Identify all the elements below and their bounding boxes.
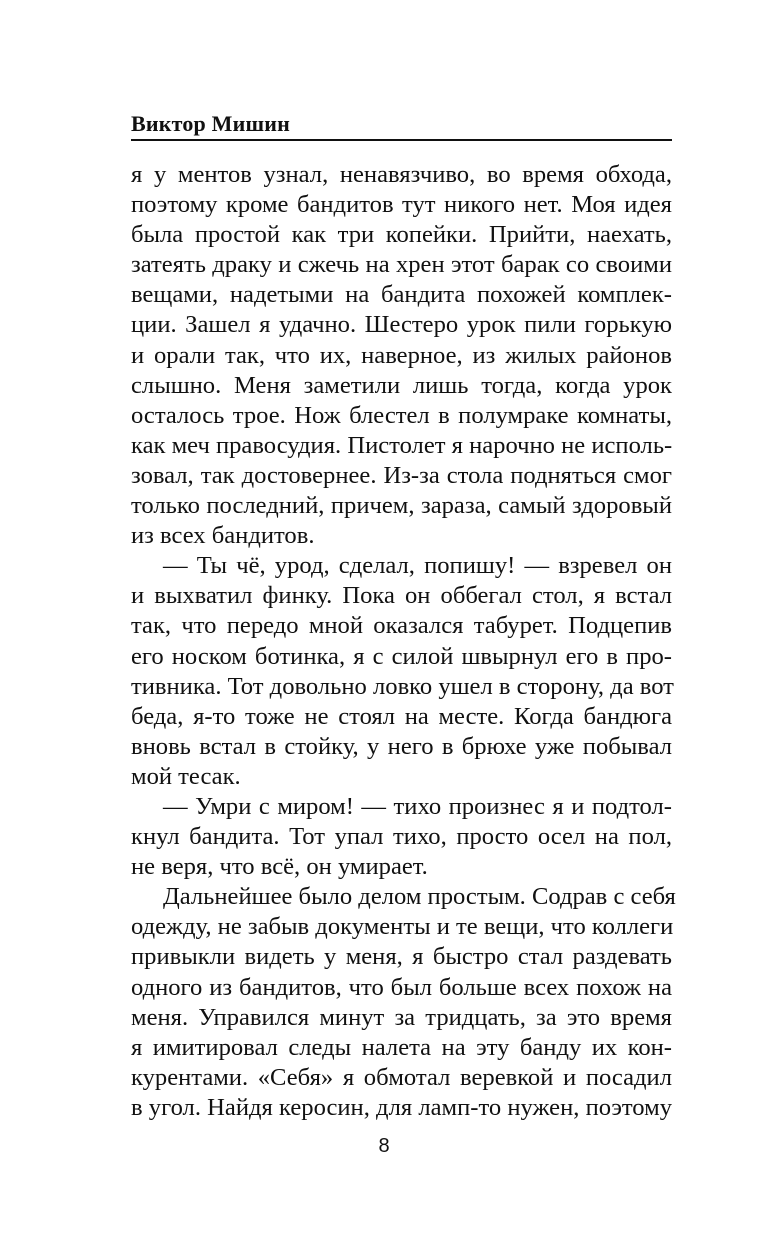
text-line: — Ты чё, урод, сделал, попишу! — взревел он xyxy=(163,552,672,580)
text-line: из всех бандитов. xyxy=(131,522,315,550)
text-line: ции. Зашел я удачно. Шестеро урок пили горькую xyxy=(131,311,672,339)
text-line: беда, я-то тоже не стоял на месте. Когда бандюга xyxy=(131,702,672,730)
text-line: не веря, что всё, он умирает. xyxy=(131,853,428,881)
text-line: зовал, так достовернее. Из-за стола подняться смог xyxy=(131,461,672,489)
text-line: в угол. Найдя керосин, для ламп-то нужен, поэтому xyxy=(131,1093,672,1121)
text-line: кнул бандита. Тот упал тихо, просто осел на пол, xyxy=(131,823,672,851)
text-line: так, что передо мной оказался табурет. Подцепив xyxy=(131,612,672,640)
text-line: одежду, не забыв документы и те вещи, что коллеги xyxy=(131,913,674,941)
text-line: как меч правосудия. Пистолет я нарочно не исполь- xyxy=(131,431,673,459)
text-line: только последний, причем, зараза, самый здоровый xyxy=(131,492,672,520)
text-line: вещами, надетыми на бандита похожей комплек- xyxy=(131,281,672,309)
author-name: Виктор Мишин xyxy=(131,111,291,136)
page-number: 8 xyxy=(378,1135,390,1157)
text-line: была простой как три копейки. Прийти, наехать, xyxy=(131,221,672,249)
text-line: и орали так, что их, наверное, из жилых районов xyxy=(131,341,672,369)
text-line: его носком ботинка, я с силой швырнул его в про- xyxy=(131,642,672,670)
text-line: и выхватил финку. Пока он оббегал стол, я встал xyxy=(131,582,672,610)
text-line: я имитировал следы налета на эту банду их кон- xyxy=(131,1033,672,1061)
text-line: привыкли видеть у меня, я быстро стал раздевать xyxy=(131,943,672,971)
running-header xyxy=(131,111,672,141)
text-line: меня. Управился минут за тридцать, за это время xyxy=(131,1003,672,1031)
body-text xyxy=(131,160,676,1123)
text-line: мой тесак. xyxy=(131,762,241,790)
text-line: затеять драку и сжечь на хрен этот барак со своими xyxy=(131,251,672,279)
text-line: вновь встал в стойку, у него в брюхе уже побывал xyxy=(131,732,672,760)
text-line: осталось трое. Нож блестел в полумраке комнаты, xyxy=(131,401,672,429)
text-line: — Умри с миром! — тихо произнес я и подтол- xyxy=(163,792,672,820)
text-line: одного из бандитов, что был больше всех похож на xyxy=(131,973,672,1001)
text-line: курентами. «Себя» я обмотал веревкой и посадил xyxy=(131,1063,672,1091)
text-line: слышно. Меня заметили лишь тогда, когда урок xyxy=(131,371,672,399)
text-line: Дальнейшее было делом простым. Содрав с себя xyxy=(163,883,676,911)
text-line: поэтому кроме бандитов тут никого нет. Моя идея xyxy=(131,191,672,219)
text-line: я у ментов узнал, ненавязчиво, во время обхода, xyxy=(131,161,672,188)
text-line: тивника. Тот довольно ловко ушел в сторону, да вот xyxy=(131,672,674,700)
